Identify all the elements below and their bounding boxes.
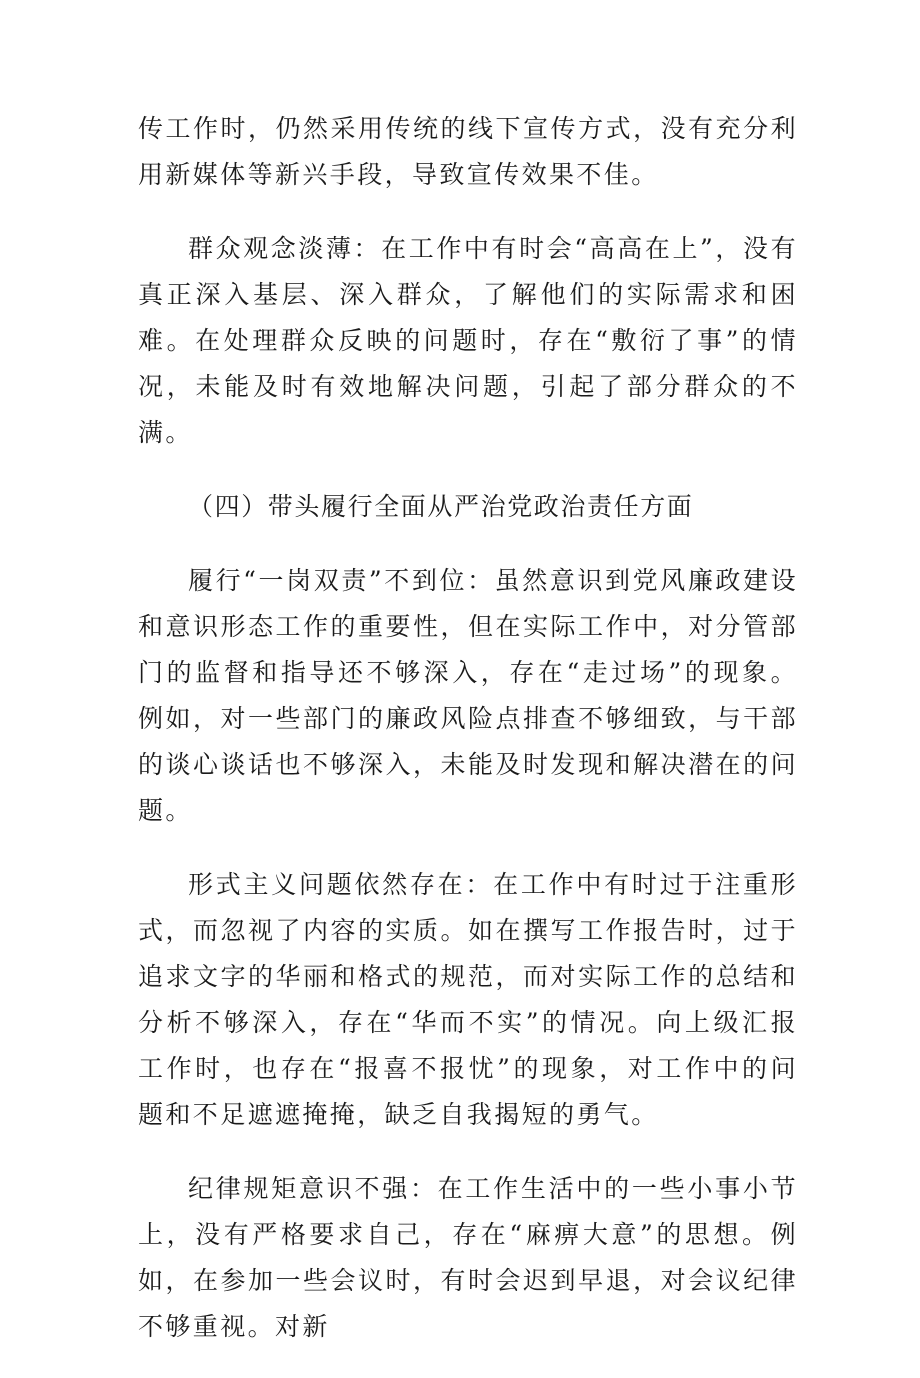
document-body (138, 106, 798, 1378)
section-heading-four: （四）带头履行全面从严治党政治责任方面 (188, 492, 694, 521)
paragraph-formalism: 形式主义问题依然存在：在工作中有时过于注重形式，而忽视了内容的实质。如在撰写工作报告时，过于追求文字的华丽和格式的规范，而对实际工作的总结和分析不够深入，存在“华而不实”的情况。向上级汇报工作时，也存在“报喜不报忧”的现象，对工作中的问题和不足遮遮掩掩，缺乏自我揭短的勇气。 (138, 870, 798, 1129)
paragraph-mass-awareness: 群众观念淡薄：在工作中有时会“高高在上”，没有真正深入基层、深入群众，了解他们的实际需求和困难。在处理群众反映的问题时，存在“敷衍了事”的情况，未能及时有效地解决问题，引起了部分群众的不满。 (138, 234, 798, 447)
paragraph-discipline-awareness: 纪律规矩意识不强：在工作生活中的一些小事小节上，没有严格要求自己，存在“麻痹大意”的思想。例如，在参加一些会议时，有时会迟到早退，对会议纪律不够重视。对新 (138, 1174, 798, 1341)
paragraph-one-post-two-duties: 履行“一岗双责”不到位：虽然意识到党风廉政建设和意识形态工作的重要性，但在实际工作中，对分管部门的监督和指导还不够深入，存在“走过场”的现象。例如，对一些部门的廉政风险点排查不够细致，与干部的谈心谈话也不够深入，未能及时发现和解决潜在的问题。 (138, 566, 798, 825)
paragraph-continued-publicity: 传工作时，仍然采用传统的线下宣传方式，没有充分利用新媒体等新兴手段，导致宣传效果不佳。 (138, 114, 798, 189)
